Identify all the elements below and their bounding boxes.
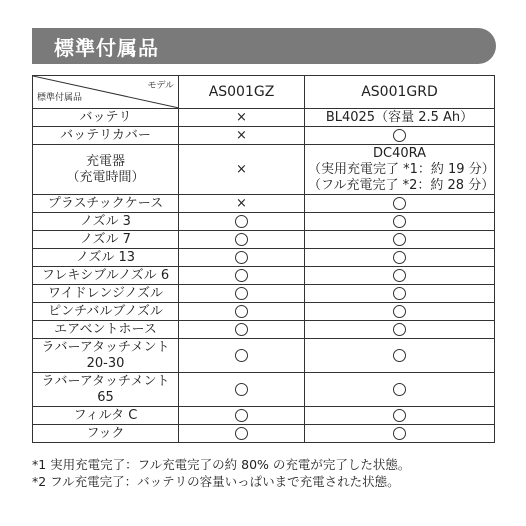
cell-text: バッテリカバー	[60, 127, 151, 143]
cell-text: ラバーアタッチメント	[41, 373, 170, 389]
cell-text: エアベントホース	[54, 321, 157, 337]
grd-value-cell	[305, 339, 495, 373]
table-row	[33, 321, 495, 339]
cell-text: ノズル 3	[80, 213, 131, 229]
accessory-name-cell	[33, 145, 179, 195]
accessory-name-cell	[33, 303, 179, 321]
cell-text: ノズル 7	[80, 231, 131, 247]
cell-text: フレキシブルノズル 6	[41, 267, 170, 283]
included-mark	[308, 128, 491, 144]
table-row	[33, 195, 495, 213]
table-row	[33, 303, 495, 321]
cell-text: （充電時間）	[66, 169, 145, 185]
not-included-mark: ×	[236, 127, 247, 143]
included-mark	[308, 232, 491, 248]
included-mark	[182, 268, 301, 284]
gz-value-cell	[179, 249, 305, 267]
gz-value-cell	[179, 267, 305, 285]
circle-icon	[235, 409, 248, 422]
footnotes	[32, 456, 502, 490]
included-mark	[182, 426, 301, 442]
table-row	[33, 407, 495, 425]
circle-icon	[393, 323, 406, 336]
included-mark	[308, 382, 491, 398]
cell-text: フィルタ C	[73, 407, 138, 423]
accessory-name-cell	[33, 231, 179, 249]
cell-text: ワイドレンジノズル	[48, 285, 163, 301]
corner-accessory-label: 標準付属品	[37, 93, 83, 103]
circle-icon	[393, 427, 406, 440]
gz-value-cell	[179, 145, 305, 195]
cell-text: 20-30	[86, 355, 125, 371]
not-included-mark: ×	[236, 109, 247, 125]
not-included-mark: ×	[236, 161, 247, 177]
included-mark	[182, 232, 301, 248]
included-mark	[182, 250, 301, 266]
table-row	[33, 249, 495, 267]
accessory-name-cell	[33, 195, 179, 213]
grd-value-cell	[305, 231, 495, 249]
table-row	[33, 285, 495, 303]
cell-text: BL4025（容量 2.5 Ah）	[325, 109, 474, 125]
grd-value-cell	[305, 303, 495, 321]
table-row	[33, 109, 495, 127]
cell-text: プラスチックケース	[47, 195, 164, 211]
included-mark	[308, 196, 491, 212]
gz-value-cell	[179, 109, 305, 127]
corner-model-label: モデル	[147, 81, 174, 91]
not-included-mark: ×	[236, 195, 247, 211]
circle-icon	[235, 427, 248, 440]
included-mark	[182, 214, 301, 230]
accessory-name-cell	[33, 267, 179, 285]
table-body	[33, 109, 495, 443]
cell-text: ノズル 13	[75, 249, 136, 265]
grd-value-cell	[305, 145, 495, 195]
footnote-2: *2 フル充電完了：バッテリの容量いっぱいまで充電された状態。	[32, 474, 400, 489]
model-header-grd: AS001GRD	[305, 76, 495, 109]
grd-value-cell	[305, 195, 495, 213]
table-header-row	[33, 76, 495, 109]
gz-value-cell	[179, 195, 305, 213]
circle-icon	[235, 233, 248, 246]
cell-text: バッテリ	[79, 109, 132, 125]
circle-icon	[235, 349, 248, 362]
section-title: 標準付属品	[54, 35, 159, 60]
table-row	[33, 339, 495, 373]
included-mark	[308, 286, 491, 302]
gz-value-cell	[179, 339, 305, 373]
section-banner	[32, 28, 496, 64]
included-mark	[308, 348, 491, 364]
cell-text: （フル充電完了 *2：約 28 分）	[308, 177, 495, 193]
included-mark	[308, 250, 491, 266]
included-mark	[308, 426, 491, 442]
accessory-table	[32, 75, 495, 443]
grd-value-cell	[305, 109, 495, 127]
circle-icon	[393, 305, 406, 318]
included-mark	[182, 304, 301, 320]
included-mark	[182, 348, 301, 364]
corner-header-cell	[33, 76, 179, 109]
circle-icon	[393, 287, 406, 300]
included-mark	[182, 322, 301, 338]
gz-value-cell	[179, 407, 305, 425]
gz-value-cell	[179, 285, 305, 303]
circle-icon	[235, 287, 248, 300]
gz-value-cell	[179, 321, 305, 339]
included-mark	[182, 382, 301, 398]
circle-icon	[235, 305, 248, 318]
grd-value-cell	[305, 321, 495, 339]
cell-text: ピンチバルブノズル	[48, 303, 163, 319]
gz-value-cell	[179, 303, 305, 321]
grd-value-cell	[305, 249, 495, 267]
circle-icon	[393, 197, 406, 210]
cell-text: ラバーアタッチメント	[41, 339, 170, 355]
accessory-name-cell	[33, 285, 179, 303]
gz-value-cell	[179, 231, 305, 249]
gz-value-cell	[179, 425, 305, 443]
circle-icon	[393, 269, 406, 282]
cell-text: フック	[86, 425, 125, 441]
circle-icon	[235, 383, 248, 396]
table-row	[33, 425, 495, 443]
circle-icon	[393, 215, 406, 228]
circle-icon	[393, 409, 406, 422]
circle-icon	[393, 383, 406, 396]
table-row	[33, 231, 495, 249]
table-row	[33, 267, 495, 285]
circle-icon	[235, 269, 248, 282]
included-mark	[308, 214, 491, 230]
included-mark	[308, 268, 491, 284]
included-mark	[308, 408, 491, 424]
grd-value-cell	[305, 285, 495, 303]
grd-value-cell	[305, 127, 495, 145]
circle-icon	[235, 323, 248, 336]
grd-value-cell	[305, 213, 495, 231]
footnote-1: *1 実用充電完了：フル充電完了の約 80% の充電が完了した状態。	[32, 457, 411, 472]
accessory-name-cell	[33, 213, 179, 231]
table-row	[33, 373, 495, 407]
table-row	[33, 127, 495, 145]
gz-value-cell	[179, 213, 305, 231]
accessory-name-cell	[33, 321, 179, 339]
accessory-name-cell	[33, 373, 179, 407]
cell-text: DC40RA	[372, 145, 427, 161]
circle-icon	[393, 349, 406, 362]
accessory-name-cell	[33, 407, 179, 425]
model-header-gz: AS001GZ	[179, 76, 305, 109]
included-mark	[308, 304, 491, 320]
accessory-name-cell	[33, 127, 179, 145]
gz-value-cell	[179, 373, 305, 407]
cell-text: （実用充電完了 *1：約 19 分）	[308, 161, 495, 177]
circle-icon	[393, 233, 406, 246]
accessory-name-cell	[33, 425, 179, 443]
included-mark	[308, 322, 491, 338]
accessory-name-cell	[33, 339, 179, 373]
included-mark	[182, 286, 301, 302]
circle-icon	[235, 215, 248, 228]
included-mark	[182, 408, 301, 424]
cell-text: 充電器	[85, 153, 125, 169]
circle-icon	[235, 251, 248, 264]
grd-value-cell	[305, 425, 495, 443]
grd-value-cell	[305, 373, 495, 407]
accessory-name-cell	[33, 249, 179, 267]
cell-text: 65	[97, 389, 114, 405]
table-row	[33, 145, 495, 195]
accessory-name-cell	[33, 109, 179, 127]
grd-value-cell	[305, 407, 495, 425]
circle-icon	[393, 129, 406, 142]
grd-value-cell	[305, 267, 495, 285]
circle-icon	[393, 251, 406, 264]
table-row	[33, 213, 495, 231]
gz-value-cell	[179, 127, 305, 145]
